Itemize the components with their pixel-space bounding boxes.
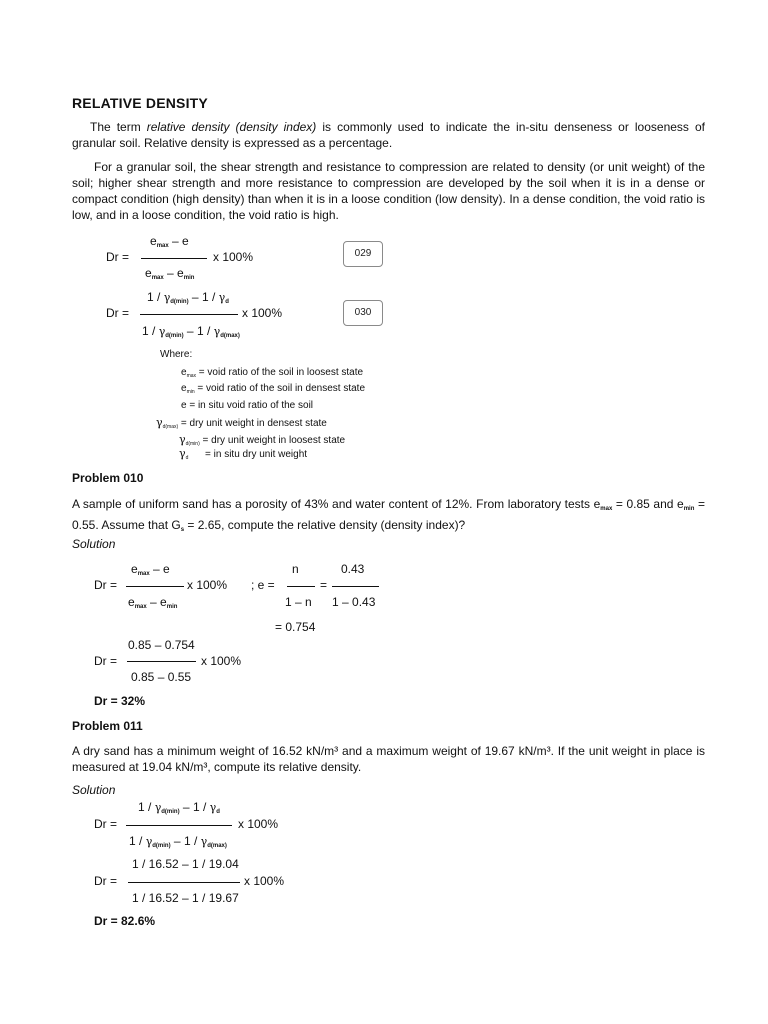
fraction-bar	[128, 882, 240, 883]
fraction-bar	[127, 661, 196, 662]
eq-multiplier: x 100%	[242, 306, 283, 320]
eq-numerator: n	[292, 562, 299, 576]
eq-denominator: 1 – 0.43	[332, 595, 376, 609]
eq-denominator: 0.85 – 0.55	[131, 670, 192, 684]
eq-denominator: 1 / 16.52 – 1 / 19.67	[132, 891, 239, 905]
eq-lhs: Dr =	[94, 817, 118, 831]
eq-denominator: $1 / \gamma_{d(min)} - 1 / \gamma_{d(max)}$	[142, 324, 240, 339]
fraction-bar	[332, 586, 379, 587]
eq-numerator: 0.85 – 0.754	[128, 638, 195, 652]
eq-lhs: Dr =	[94, 874, 118, 888]
eq-lhs: Dr =	[94, 654, 118, 668]
eq-numerator: 1 / 16.52 – 1 / 19.04	[132, 857, 239, 871]
eq-multiplier: x 100%	[187, 578, 228, 592]
eq-numerator: $1 / \gamma_{d(min)} - 1 / \gamma_d$	[147, 290, 229, 305]
eq-numerator: 0.43	[341, 562, 365, 576]
eq-multiplier: x 100%	[238, 817, 279, 831]
eq-lhs: Dr =	[94, 578, 118, 592]
equation-number-box: 029	[343, 241, 383, 267]
where-item: e = in situ void ratio of the soil	[181, 400, 314, 411]
where-item: $e_{min}$ = void ratio of the soil in densest state	[181, 383, 366, 395]
problem-011-statement: A dry sand has a minimum weight of 16.52 kN/m³ and a maximum weight of 19.67 kN/m³. If the unit weight in place is measured at 19.04 kN/m³, compute its relative density.	[72, 744, 705, 774]
eq-lhs: Dr =	[106, 250, 130, 264]
term-emphasis: relative density (density index)	[146, 120, 317, 134]
intro-paragraph-1	[72, 119, 705, 151]
eq-numerator: $e_{max}$ – e	[131, 562, 170, 577]
solution-label: Solution	[72, 537, 116, 551]
eq-denominator: $1 / \gamma_{d(min)} - 1 / \gamma_{d(max)}$	[129, 834, 227, 849]
problem-010-statement: A sample of uniform sand has a porosity of 43% and water content of 12%. From laboratory tests $e_{max} = 0.85$ and $e_{min} = 0.55$. Assume that $G_s = 2.65$, compute the relative density (density index)?	[72, 497, 705, 533]
intro-paragraph-2: For a granular soil, the shear strength and resistance to compression are related to density (or unit weight) of the soil; higher shear strength and more resistance to compression are developed by the soil when it is in a dense or compact condition (high density) than when it is in a loose condition (low density). In a dense condition, the void ratio is low, and in a loose condition, the void ratio is high.	[72, 160, 705, 222]
where-label: Where:	[160, 349, 193, 360]
where-item: $\gamma_d$ = in situ dry unit weight	[179, 447, 308, 461]
fraction-bar	[126, 825, 232, 826]
intro-text: The term	[90, 120, 147, 134]
eq-lhs: Dr =	[106, 306, 130, 320]
eq-denominator: 1 – n	[285, 595, 312, 609]
fraction-bar	[287, 586, 315, 587]
where-item: $e_{max}$ = void ratio of the soil in loosest state	[181, 367, 364, 379]
page-title: RELATIVE DENSITY	[72, 95, 208, 111]
problem-010-heading: Problem 010	[72, 471, 144, 485]
eq-multiplier: x 100%	[213, 250, 254, 264]
where-item: $\gamma_{d(min)}$ = dry unit weight in loosest state	[179, 433, 346, 447]
fraction-bar	[140, 314, 238, 315]
eq-multiplier: x 100%	[201, 654, 242, 668]
equation-number-box: 030	[343, 300, 383, 326]
problem-011-answer: Dr = 82.6%	[94, 914, 156, 928]
intro-text: is commonly used to indicate the in-situ denseness or looseness of granular soil. Relative density is expressed as a percentage.	[72, 120, 705, 150]
void-ratio-lhs: ; e =	[251, 578, 275, 592]
problem-010-answer: Dr = 32%	[94, 694, 146, 708]
eq-denominator: $e_{max} - e_{min}$	[128, 595, 178, 610]
fraction-bar	[141, 258, 207, 259]
fraction-bar	[126, 586, 184, 587]
problem-011-heading: Problem 011	[72, 719, 143, 733]
eq-multiplier: x 100%	[244, 874, 285, 888]
eq-numerator: $e_{max}$ – e	[150, 234, 189, 249]
where-item: $\gamma_{d(max)}$ = dry unit weight in densest state	[156, 416, 327, 430]
eq-numerator: $1 / \gamma_{d(min)} - 1 / \gamma_d$	[138, 800, 220, 815]
solution-label: Solution	[72, 783, 116, 797]
equals-sign: =	[320, 578, 328, 592]
void-ratio-result: = 0.754	[275, 620, 316, 634]
eq-denominator: $e_{max} - e_{min}$	[145, 266, 195, 281]
